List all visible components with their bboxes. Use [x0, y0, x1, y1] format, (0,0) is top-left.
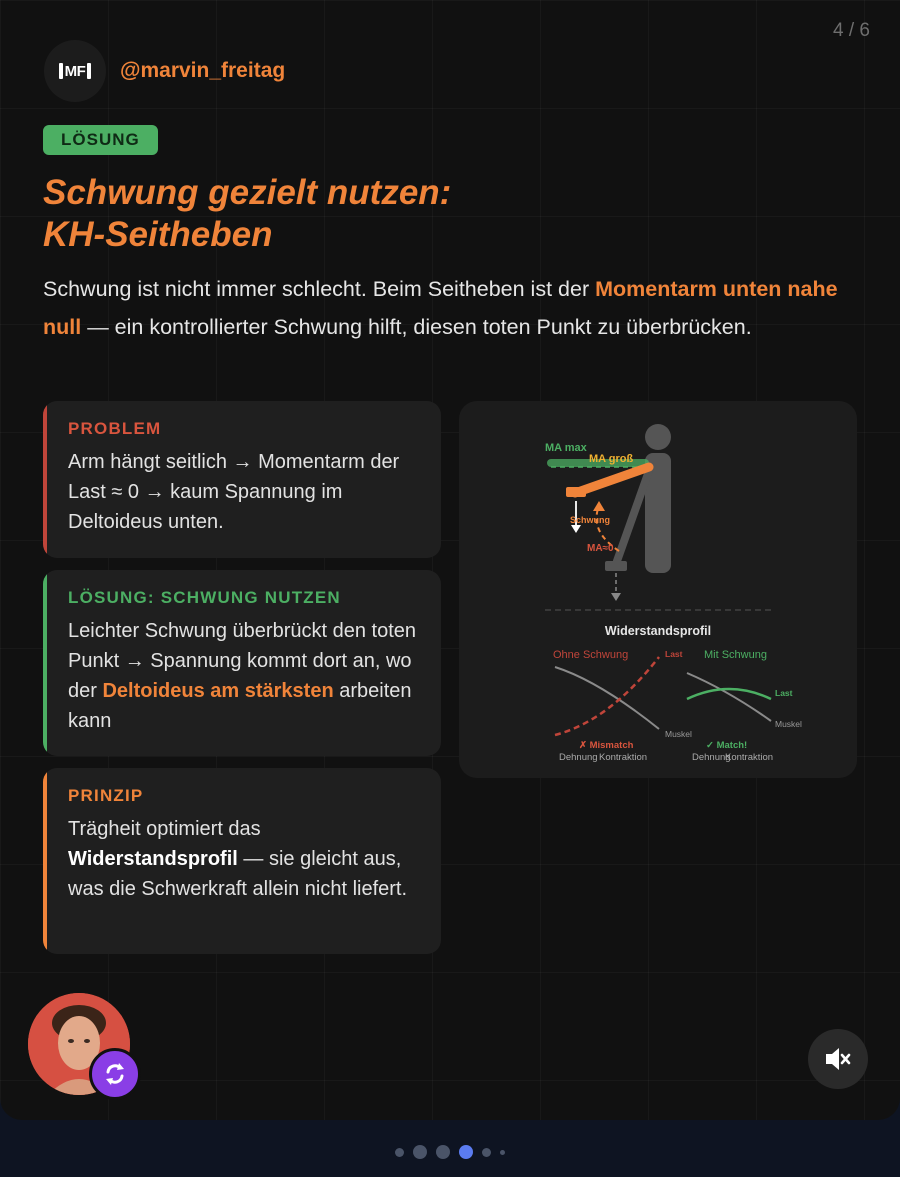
speaker-muted-icon	[824, 1046, 852, 1072]
title-line-2: KH-Seitheben	[43, 215, 273, 254]
intro-text-2: — ein kontrollierter Schwung hilft, diesen toten Punkt zu überbrücken.	[81, 315, 752, 339]
left-chart-title: Ohne Schwung	[553, 649, 629, 661]
ma-max-label: MA max	[545, 442, 587, 454]
pagination-dot[interactable]	[395, 1148, 404, 1157]
repost-button[interactable]	[89, 1048, 141, 1100]
principle-card	[43, 768, 441, 954]
diagram-svg	[459, 401, 857, 778]
left-muskel-label: Muskel	[665, 729, 692, 739]
right-last-label: Last	[775, 688, 793, 698]
gravity-arrow-low-head	[611, 593, 621, 601]
right-muskel-label: Muskel	[775, 719, 802, 729]
brand-header[interactable]	[44, 40, 285, 102]
principle-text	[68, 814, 421, 904]
left-kontraktion-label: Kontraktion	[599, 752, 648, 763]
principle-text-2: — sie gleicht aus, was die Schwerkraft allein nicht liefert.	[68, 848, 408, 900]
title-line-1: Schwung gezielt nutzen:	[43, 173, 452, 212]
solution-heading: LÖSUNG: SCHWUNG NUTZEN	[68, 588, 341, 607]
problem-heading: PROBLEM	[68, 419, 162, 438]
gravity-arrow-mid-head	[571, 525, 581, 533]
ma-zero-label: MA≈0	[587, 543, 614, 554]
left-dehnung-label: Dehnung	[559, 752, 598, 763]
pagination-dot[interactable]	[436, 1145, 450, 1159]
dumbbell-left-icon	[59, 63, 63, 79]
dumbbell-right-icon	[87, 63, 91, 79]
pagination-dot[interactable]	[500, 1150, 505, 1155]
problem-text: Arm hängt seitlich → Momentarm der Last ≈ 0 → kaum Spannung im Deltoideus unten.	[68, 451, 400, 533]
solution-text-2: arbeiten kann	[68, 680, 412, 732]
swing-label: Schwung	[570, 515, 610, 525]
principle-highlight: Widerstandsprofil	[68, 848, 238, 870]
pagination-dot[interactable]	[413, 1145, 427, 1159]
solution-badge: LÖSUNG	[43, 125, 158, 155]
problem-card	[43, 401, 441, 558]
dumbbell-low	[605, 561, 627, 571]
solution-text	[68, 616, 421, 736]
figure-head	[645, 424, 671, 450]
arm-diagonal	[575, 467, 649, 493]
solution-text-1: Leichter Schwung überbrückt den toten Punkt → Spannung kommt dort an, wo der	[68, 620, 416, 702]
pagination-dots[interactable]	[0, 1145, 900, 1159]
intro-paragraph	[43, 270, 863, 346]
right-muscle-curve	[687, 673, 771, 721]
solution-card	[43, 570, 441, 756]
profile-title: Widerstandsprofil	[604, 624, 712, 638]
dumbbell-mid	[566, 487, 586, 497]
repost-icon	[101, 1060, 129, 1088]
solution-highlight: Deltoideus am stärksten	[102, 680, 334, 702]
intro-text-1: Schwung ist nicht immer schlecht. Beim Seitheben ist der	[43, 277, 596, 301]
slide-counter: 4 / 6	[833, 20, 870, 41]
principle-text-1: Trägheit optimiert das	[68, 818, 261, 840]
match-label: ✓ Match!	[706, 740, 748, 751]
right-dehnung-label: Dehnung	[692, 752, 731, 763]
logo-text: MF	[64, 62, 86, 80]
pagination-dot[interactable]	[459, 1145, 473, 1159]
mismatch-label: ✗ Mismatch	[579, 740, 634, 751]
swing-arrow-head	[593, 501, 605, 511]
left-load-curve	[555, 657, 659, 735]
pagination-dot[interactable]	[482, 1148, 491, 1157]
left-last-label: Last	[665, 649, 683, 659]
author-handle[interactable]: @marvin_freitag	[120, 59, 286, 82]
mute-button[interactable]	[808, 1029, 868, 1089]
left-muscle-curve	[555, 667, 659, 729]
lateral-raise-diagram	[459, 401, 857, 778]
principle-heading: PRINZIP	[68, 786, 144, 805]
ma-gross-label: MA groß	[589, 453, 634, 465]
right-kontraktion-label: Kontraktion	[725, 752, 774, 763]
brand-logo	[44, 40, 106, 102]
right-chart-title: Mit Schwung	[704, 649, 767, 661]
page-title	[43, 172, 451, 256]
intro-highlight: Momentarm unten nahe null	[43, 277, 838, 339]
arm-hanging	[617, 471, 649, 561]
